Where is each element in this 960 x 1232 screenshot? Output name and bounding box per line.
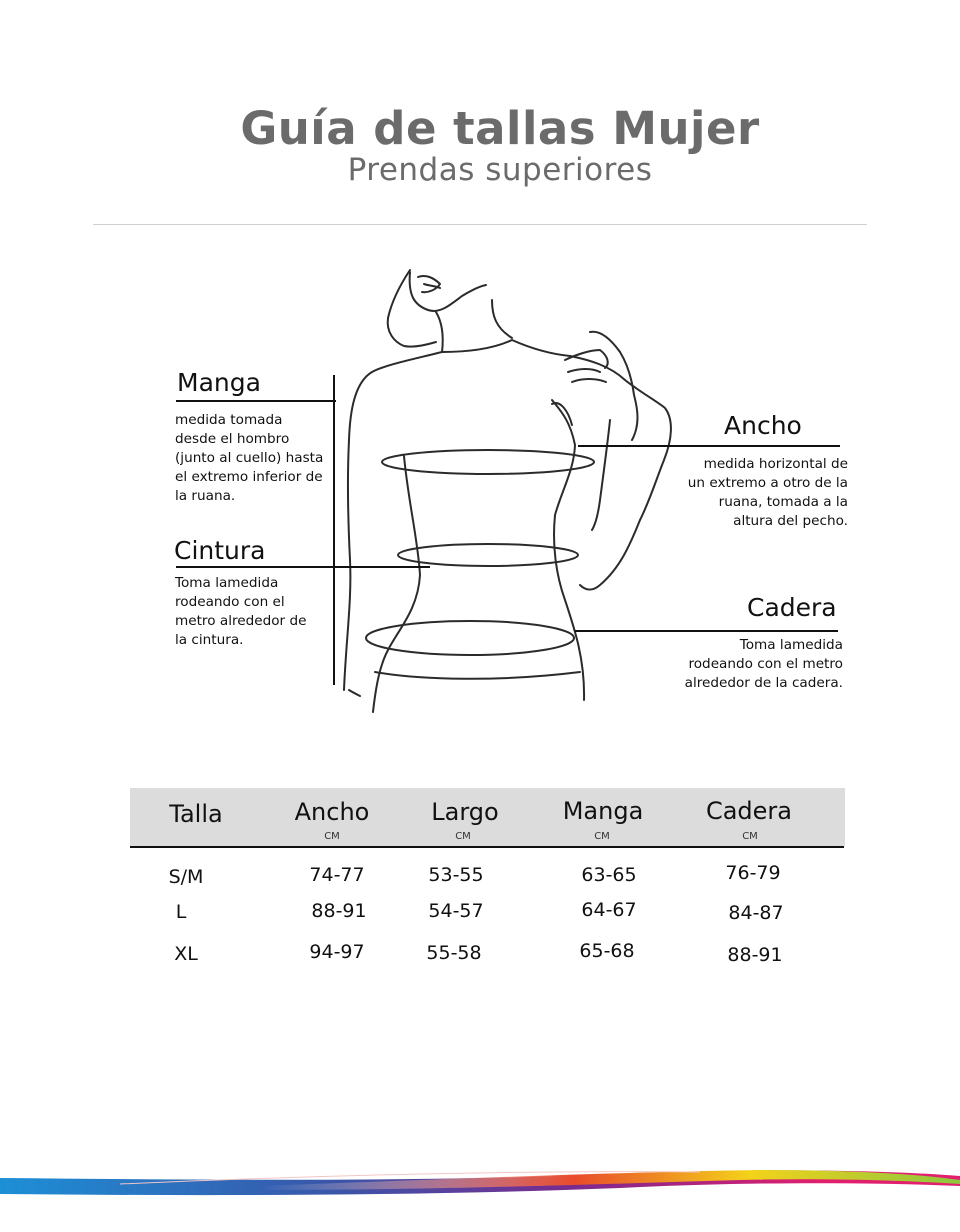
manga-description xyxy=(175,411,335,506)
cintura-description-line: metro alrededor de xyxy=(175,613,307,629)
cintura-label: Cintura xyxy=(174,536,266,565)
column-unit-manga: CM xyxy=(594,831,610,842)
ancho-description-line: un extremo a otro de la xyxy=(687,475,848,491)
manga-label: Manga xyxy=(177,368,261,397)
table-cell-cadera: 88-91 xyxy=(727,944,783,966)
ancho-label: Ancho xyxy=(724,411,802,440)
manga-description-line: el extremo inferior de xyxy=(175,469,323,485)
column-header-cadera: Cadera xyxy=(705,797,793,825)
column-unit-largo: CM xyxy=(455,831,471,842)
column-unit-cadera: CM xyxy=(742,831,758,842)
page-title: Guía de tallas Mujer xyxy=(240,102,760,155)
table-cell-ancho: 74-77 xyxy=(309,864,365,886)
footer-color-bands xyxy=(0,1150,960,1232)
table-cell-largo: 55-58 xyxy=(426,942,482,964)
ancho-description xyxy=(668,455,848,531)
column-header-talla: Talla xyxy=(169,800,223,828)
column-header-manga: Manga xyxy=(562,797,644,825)
manga-description-line: la ruana. xyxy=(175,488,236,504)
ancho-description-line: ruana, tomada a la xyxy=(718,494,848,510)
page-subtitle: Prendas superiores xyxy=(347,152,653,188)
ancho-description-line: medida horizontal de xyxy=(703,456,848,472)
cadera-label: Cadera xyxy=(747,593,837,622)
cintura-description-line: Toma lamedida xyxy=(175,575,279,591)
table-cell-manga: 63-65 xyxy=(581,864,637,886)
table-cell-largo: 53-55 xyxy=(428,864,484,886)
ancho-description-line: altura del pecho. xyxy=(733,513,848,529)
manga-description-line: (junto al cuello) hasta xyxy=(175,450,324,466)
table-cell-manga: 64-67 xyxy=(581,899,637,921)
table-cell-cadera: 76-79 xyxy=(725,862,781,884)
column-header-ancho: Ancho xyxy=(294,798,370,826)
column-header-largo: Largo xyxy=(431,798,499,826)
cadera-description-line: Toma lamedida xyxy=(739,637,843,653)
cintura-description-line: rodeando con el xyxy=(175,594,285,610)
column-unit-ancho: CM xyxy=(324,831,340,842)
cintura-description xyxy=(175,574,335,650)
size-table-header-rule xyxy=(130,846,844,848)
table-cell-manga: 65-68 xyxy=(579,940,635,962)
cadera-description-line: rodeando con el metro xyxy=(688,656,843,672)
cadera-description-line: alrededor de la cadera. xyxy=(684,675,843,691)
table-cell-talla: S/M xyxy=(168,866,204,888)
table-cell-cadera: 84-87 xyxy=(728,902,784,924)
table-cell-ancho: 88-91 xyxy=(311,900,367,922)
manga-description-line: medida tomada xyxy=(175,412,283,428)
table-cell-talla: L xyxy=(175,901,187,923)
cintura-description-line: la cintura. xyxy=(175,632,244,648)
manga-description-line: desde el hombro xyxy=(175,431,290,447)
table-cell-talla: XL xyxy=(174,943,198,965)
cadera-description xyxy=(663,636,843,693)
table-cell-largo: 54-57 xyxy=(428,900,484,922)
table-cell-ancho: 94-97 xyxy=(309,941,365,963)
